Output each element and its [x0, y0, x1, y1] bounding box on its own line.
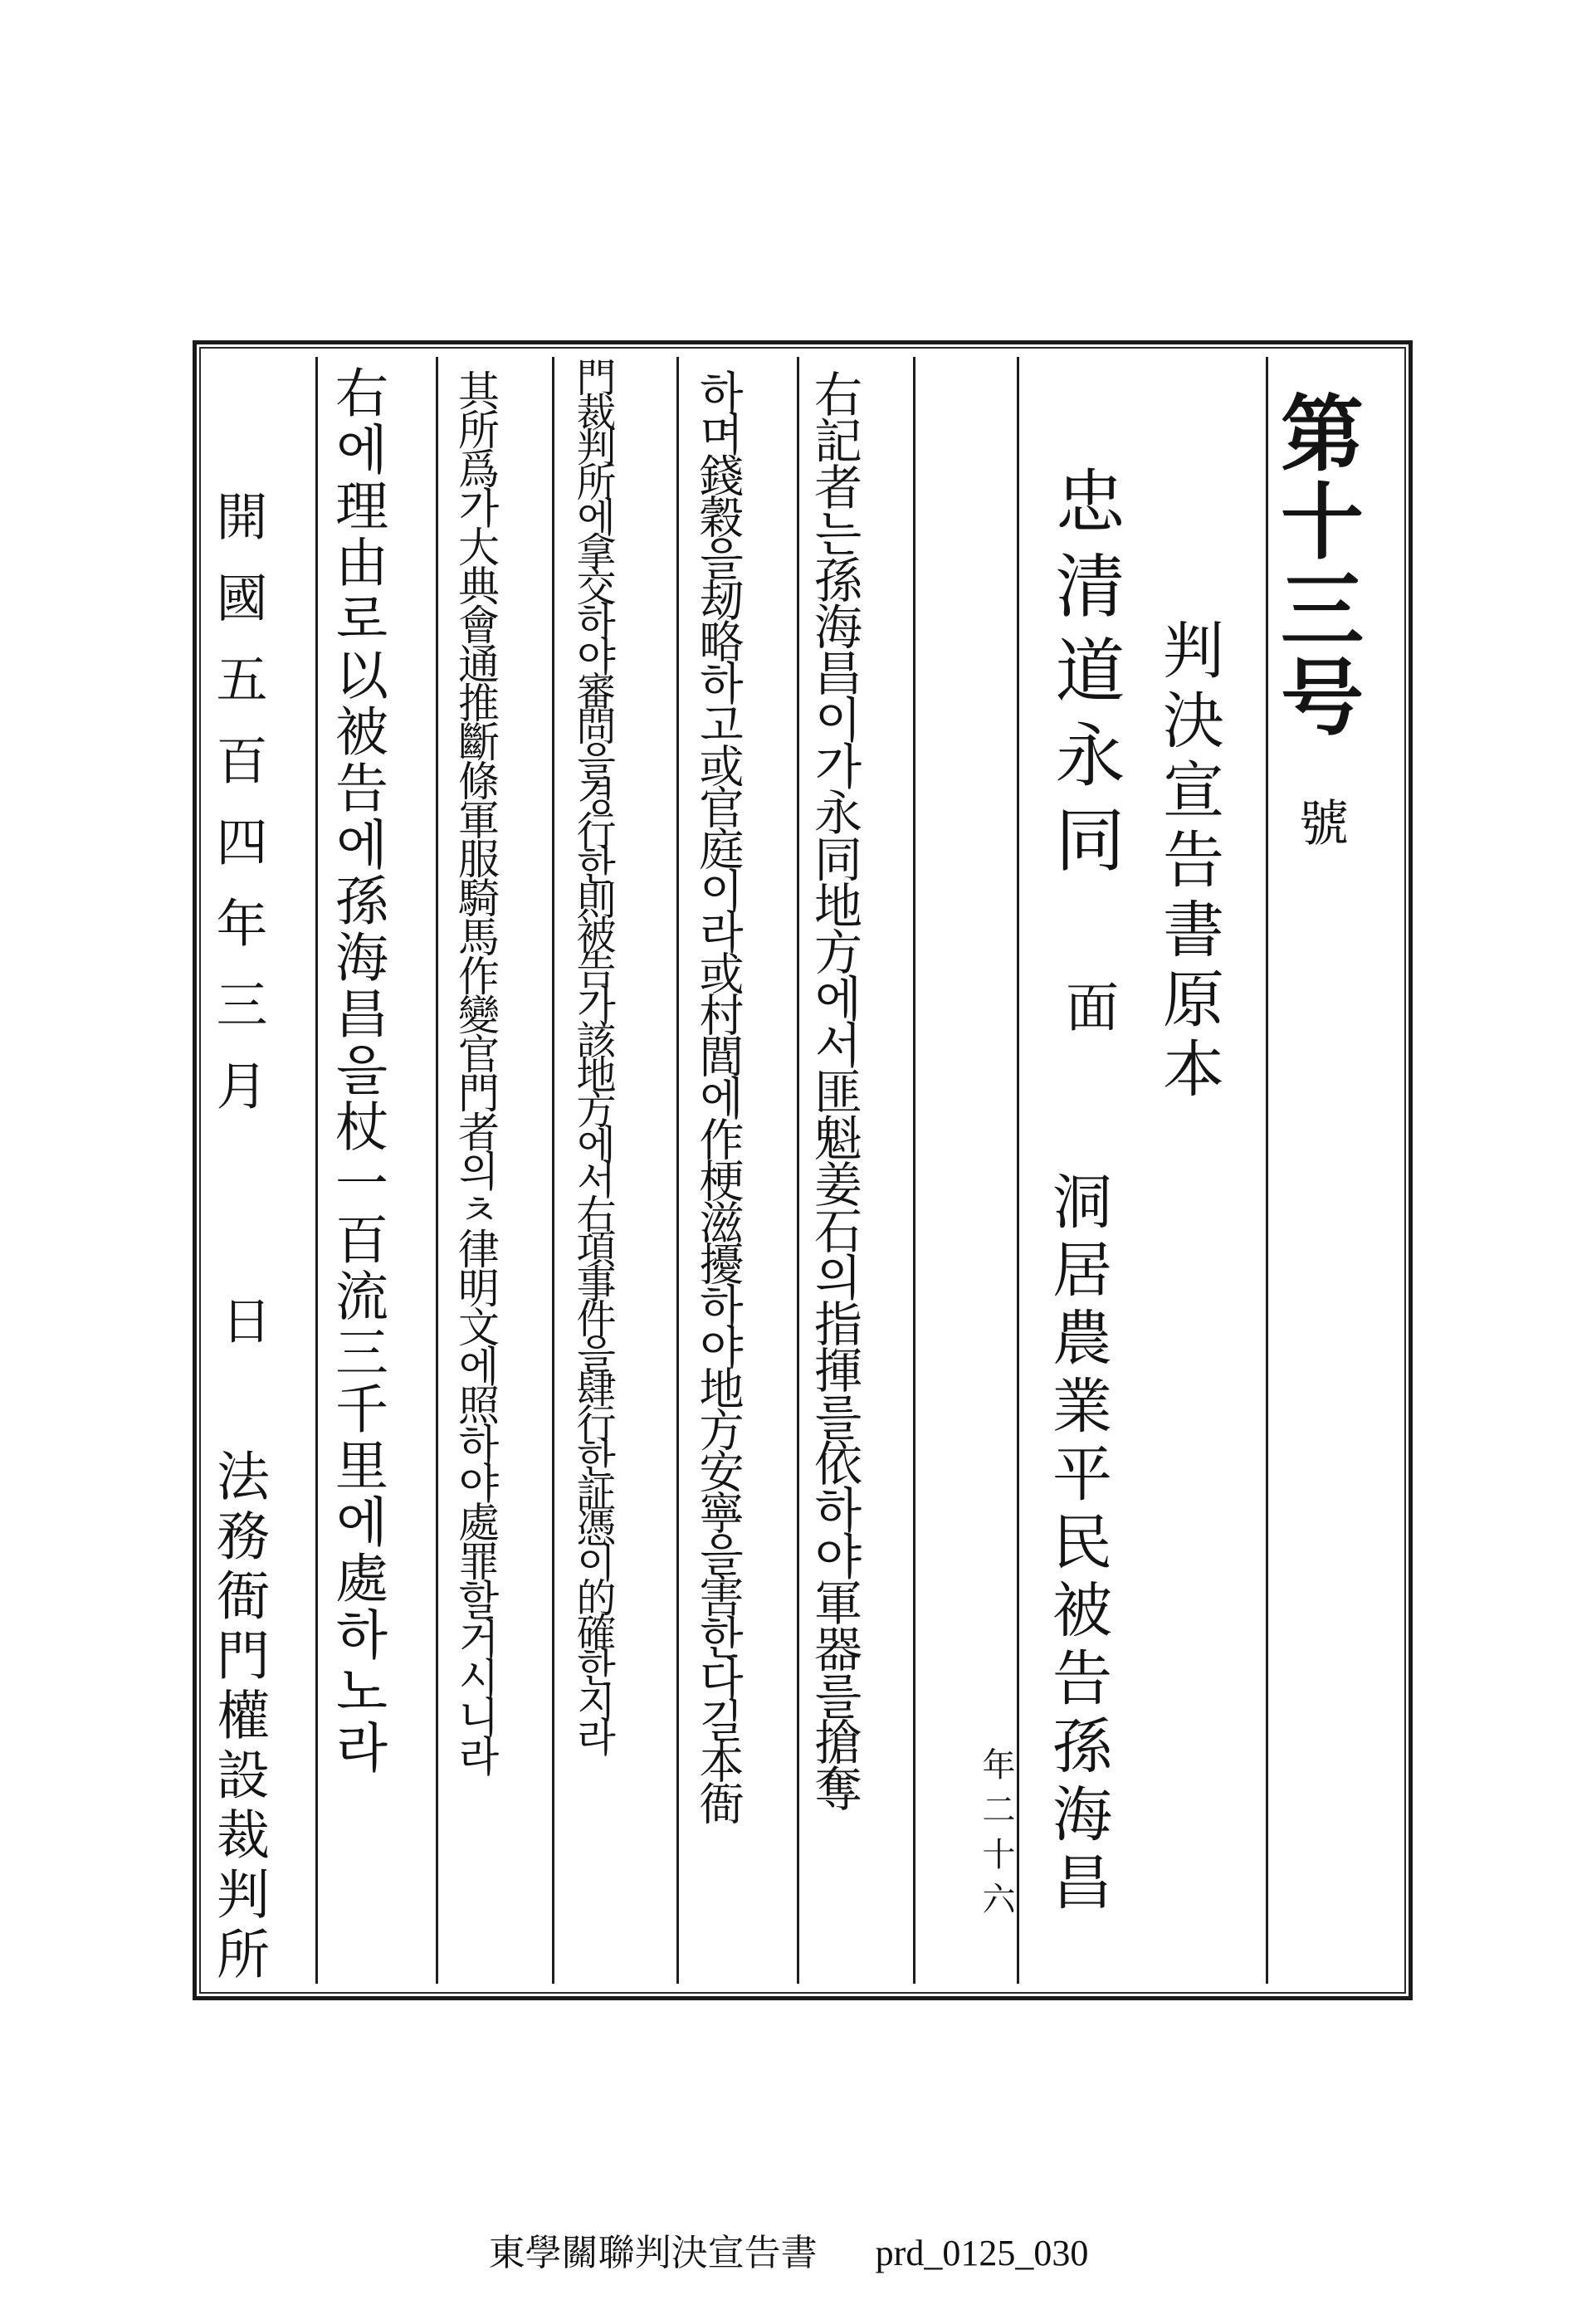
document-title: 判決宣告書原本	[1153, 618, 1224, 1106]
document-code: prd_0125_030	[875, 2233, 1089, 2273]
judgment-line-1: 右記者는孫海昌이가永同地方에서匪魁姜石의指揮를依하야軍器를搶奪	[806, 369, 862, 1810]
judgment-date: 開國五百四年三月	[208, 490, 268, 1140]
defendant-village-info: 洞居農業平民被告孫海昌	[1042, 1170, 1112, 1919]
column-divider-date	[315, 357, 318, 1984]
column-divider-line3	[676, 357, 679, 1984]
judgment-line-3: 門裁判所에拿交하야審問을경行한則被告가該地方에서右項事件을肆行한証憑이的確한지라	[569, 357, 616, 1751]
defendant-province-county: 忠清道永同	[1044, 465, 1125, 888]
column-divider-line1	[913, 357, 915, 1984]
collection-title: 東學關聯判決宣告書	[488, 2232, 818, 2274]
defendant-age: 年二十六	[977, 1747, 1015, 1926]
case-number-suffix: 號	[1291, 797, 1349, 847]
case-number: 第十三号	[1267, 390, 1365, 742]
court-name: 法務衙門權設裁判所	[208, 1448, 269, 1986]
defendant-township-label: 面	[1057, 979, 1118, 1033]
judgment-line-5: 右에理由로以被告에孫海昌을杖一百流三千里에處하노라	[326, 365, 388, 1776]
judgment-line-4: 其所爲가大典會通推斷條軍服騎馬作變官門者의ㅊ律明文에照하야處罪할거시니라	[452, 369, 500, 1774]
column-divider-line5	[436, 357, 438, 1984]
footer-caption	[0, 2223, 1577, 2276]
column-divider-line4	[552, 357, 554, 1984]
column-divider-line2	[797, 357, 799, 1984]
column-divider-defendant	[1017, 357, 1019, 1984]
judgment-day: 日	[213, 1295, 271, 1345]
judgment-line-2: 하며錢穀을刼略하고或官庭이라或村閭에作梗滋擾하야地方安寧을害한다길本衙	[692, 369, 745, 1822]
